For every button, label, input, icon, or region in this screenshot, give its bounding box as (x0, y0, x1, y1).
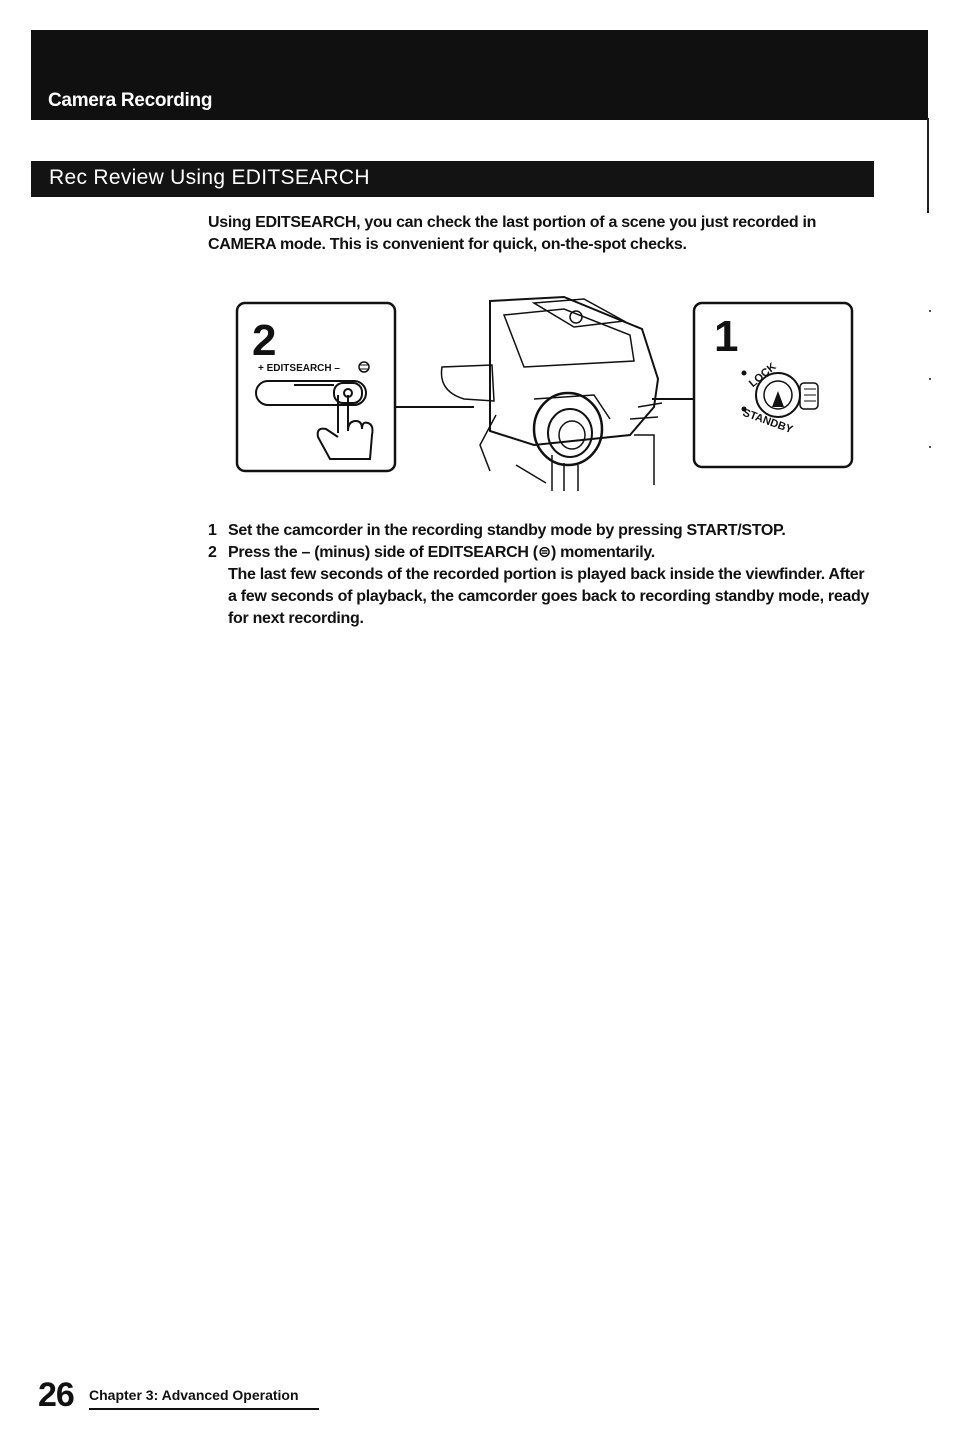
page-number: 26 (38, 1376, 74, 1414)
footer-chapter-title: Chapter 3: Advanced Operation (89, 1387, 299, 1403)
step-text: Press the – (minus) side of EDITSEARCH (⊜) momentarily. (228, 544, 655, 561)
editsearch-label: + EDITSEARCH – (258, 363, 340, 374)
lock-dot (742, 371, 747, 376)
step-text: Set the camcorder in the recording standby mode by pressing START/STOP. (228, 522, 786, 539)
step-2-panel (237, 303, 395, 471)
standby-label: STANDBY (741, 406, 795, 437)
editsearch-search-icon (359, 362, 369, 372)
scan-speck (929, 378, 931, 380)
step-item (208, 542, 873, 630)
chapter-header (31, 30, 928, 120)
intro-paragraph: Using EDITSEARCH, you can check the last portion of a scene you just recorded in CAMERA mode. This is convenient for quick, on-the-spot checks. (208, 214, 817, 253)
step-detail: The last few seconds of the recorded portion is played back inside the viewfinder. After a few seconds of playback, the camcorder goes back to recording standby mode, ready for next recording. (228, 566, 870, 627)
section-header (31, 161, 874, 197)
step-1-panel (694, 303, 852, 467)
step-item (208, 520, 873, 542)
step-number: 2 (208, 544, 217, 561)
lock-label: LOCK (746, 360, 779, 390)
editsearch-illustration (234, 295, 856, 491)
step-list (208, 520, 873, 630)
camcorder-icon (441, 297, 662, 491)
step-number: 1 (208, 522, 217, 539)
step-2-number: 2 (252, 316, 277, 365)
chapter-title: Camera Recording (48, 90, 213, 111)
step-1-number: 1 (714, 312, 739, 361)
margin-rule (927, 118, 929, 213)
scan-speck (929, 446, 931, 448)
scan-speck (929, 310, 931, 312)
editsearch-rocker-button (256, 381, 366, 405)
footer-rule (89, 1408, 319, 1410)
section-title: Rec Review Using EDITSEARCH (49, 166, 370, 189)
